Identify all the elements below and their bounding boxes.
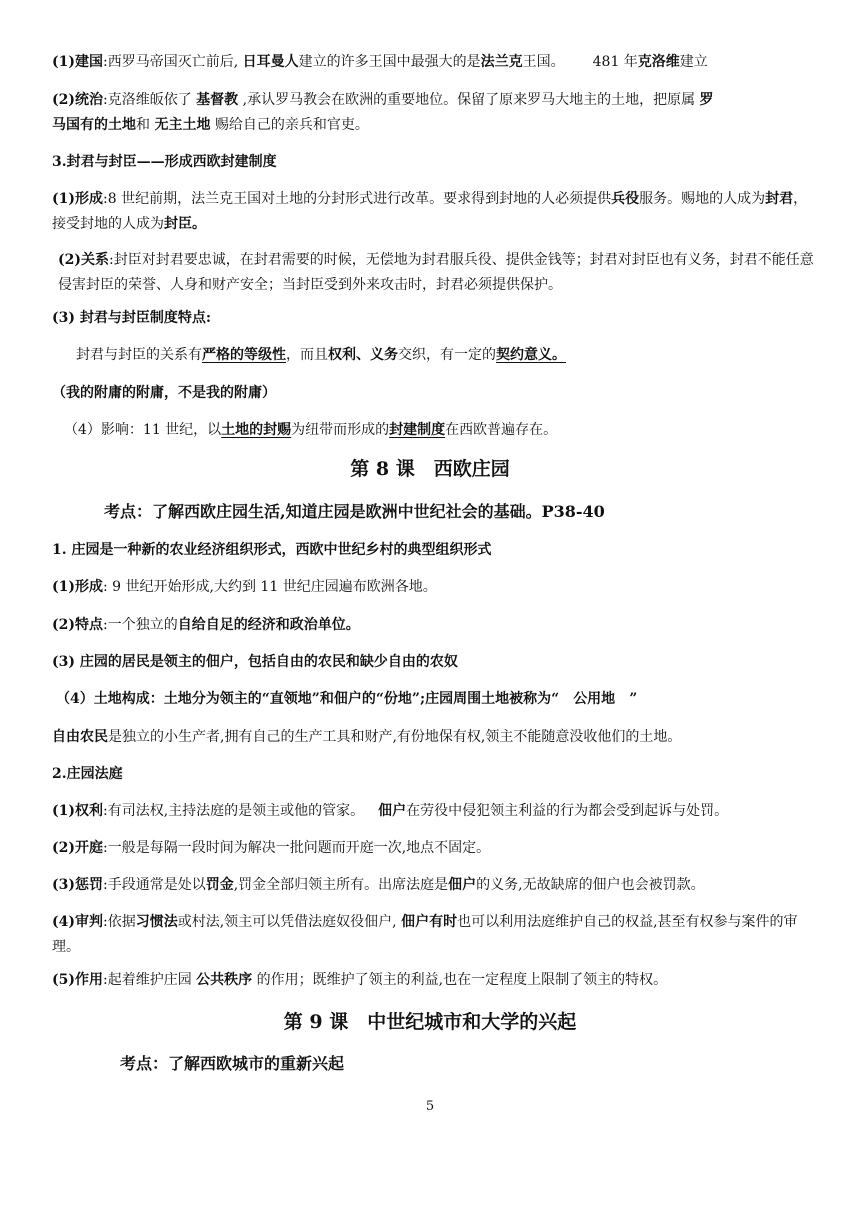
text: : 9 世纪开始形成,大约到 11 世纪庄园遍布欧洲各地。 — [103, 579, 437, 595]
lesson-9-key-point: 考点：了解西欧城市的重新兴起 — [120, 1054, 345, 1073]
lesson-9-title: 第 9 课 中世纪城市和大学的兴起 — [283, 1011, 577, 1033]
text: 自由农民 — [52, 729, 108, 745]
text: 封建制度 — [389, 422, 446, 438]
text: (2)开庭 — [52, 840, 103, 856]
text: :有司法权,主持法庭的是领主或他的管家。 — [103, 803, 365, 819]
line-rule — [52, 88, 812, 138]
text: 交织，有一定的 — [398, 347, 496, 363]
text: 服务。赐地的人成为 — [639, 191, 766, 207]
text: :一个独立的 — [103, 617, 178, 633]
text: (2)关系 — [58, 252, 109, 268]
text: 和 — [136, 117, 155, 133]
manor-land — [56, 687, 816, 712]
text: 佃户有时 — [401, 914, 458, 930]
text: 封君 — [765, 191, 794, 207]
text: 建立的许多王国中最强大的是 — [298, 54, 481, 70]
text: :封臣对封君要忠诚，在封君需要的时候，无偿地为封君服兵役、提供金钱等；封君对封臣也有义务，封君不能任意侵害封臣的荣誉、人身和财产安全；当封臣受到外来攻击时，封君必须提供保护。 — [58, 252, 814, 293]
label-rule: (2)统治 — [52, 92, 103, 108]
text: :8 世纪前期，法兰克王国对土地的分封形式进行改革。要求得到封地的人必须提供 — [103, 191, 612, 207]
text: 在劳役中侵犯领主利益的行为都会受到起诉与处罚。 — [406, 803, 729, 819]
court-role — [52, 968, 812, 993]
text: 赐给自己的亲兵和官吏。 — [210, 117, 369, 133]
text: 土地分为领主的“直领地”和佃户的“份地”;庄园周围土地被称为“ — [163, 691, 560, 707]
text: 是独立的小生产者,拥有自己的生产工具和财产,有份地保有权,领主不能随意没收他们的土地。 — [108, 729, 682, 745]
manor-residents: (3) 庄园的居民是领主的佃户，包括自由的农民和缺少自由的农奴 — [52, 654, 458, 670]
text: 自给自足的经济和政治单位。 — [177, 617, 360, 633]
term-christianity: 基督教 — [196, 92, 239, 108]
text: 马国有的土地 — [52, 117, 136, 133]
text: :起着维护庄园 — [103, 972, 197, 988]
court-trial — [52, 910, 812, 960]
text: 罗 — [699, 92, 714, 108]
text: :依据 — [103, 914, 136, 930]
text: ,罚金全部归领主所有。出席法庭是 — [233, 877, 449, 893]
term-clovis: 克洛维 — [637, 54, 680, 70]
line-features — [76, 343, 836, 368]
text: 王国。 — [522, 54, 565, 70]
text: (1)形成 — [52, 191, 103, 207]
text: 权利、义务 — [328, 347, 398, 363]
manor-formation — [52, 575, 812, 600]
text: 罚金 — [205, 877, 234, 893]
line-features-heading: (3) 封君与封臣制度特点: — [52, 310, 212, 326]
text: 佃户 — [378, 803, 407, 819]
text: :一般是每隔一段时间为解决一批问题而开庭一次,地点不固定。 — [103, 840, 491, 856]
section-heading-3: 3.封君与封臣——形成西欧封建制度 — [52, 154, 277, 170]
manor-heading-1: 1. 庄园是一种新的农业经济组织形式，西欧中世纪乡村的典型组织形式 — [52, 542, 492, 558]
text: :西罗马帝国灭亡前后, — [103, 54, 243, 70]
text: 封臣。 — [164, 216, 206, 232]
text: 土地的封赐 — [221, 422, 292, 438]
text: ，而且 — [286, 347, 328, 363]
text: 为纽带而形成的 — [291, 422, 390, 438]
text: ，接受封地的人成为 — [52, 191, 808, 232]
text: 佃户 — [448, 877, 477, 893]
text: (4)审判 — [52, 914, 103, 930]
text: 在西欧普遍存在。 — [445, 422, 558, 438]
court-punishment — [52, 873, 812, 898]
text: ” — [629, 691, 638, 707]
label-founding: (1)建国 — [52, 54, 103, 70]
free-peasants — [52, 725, 812, 750]
lesson-8-title: 第 8 课 西欧庄园 — [350, 458, 510, 480]
text: :克洛维皈依了 — [103, 92, 197, 108]
term-frank: 法兰克 — [480, 54, 523, 70]
line-vassal-note: （我的附庸的附庸，不是我的附庸） — [52, 385, 276, 401]
text: （4）土地构成： — [56, 691, 164, 707]
text: （4）影响：11 世纪，以 — [64, 422, 222, 438]
manor-feature — [52, 613, 812, 638]
text: 也可以利用法庭维护自己的权益,甚至有权参与案件的审理。 — [52, 914, 798, 955]
line-influence — [64, 418, 824, 443]
text: 公用地 — [573, 691, 616, 707]
lesson-8-key-point: 考点：了解西欧庄园生活,知道庄园是欧洲中世纪社会的基础。P38-40 — [104, 502, 605, 521]
page-number: 5 — [425, 1099, 435, 1114]
text: 严格的等级性 — [202, 347, 286, 363]
text: 习惯法 — [135, 914, 178, 930]
line-founding — [52, 50, 812, 75]
text: 的义务,无故缺席的佃户也会被罚款。 — [476, 877, 705, 893]
text: ,承认罗马教会在欧洲的重要地位。保留了原来罗马大地主的土地，把原属 — [238, 92, 700, 108]
text: (1)形成 — [52, 579, 103, 595]
line-formation — [52, 187, 812, 237]
text: 契约意义。 — [496, 347, 566, 363]
court-session — [52, 836, 812, 861]
text: 481 年 — [592, 54, 638, 70]
text: (2)特点 — [52, 617, 103, 633]
text: (5)作用 — [52, 972, 103, 988]
court-rights — [52, 799, 812, 824]
text: 建立 — [679, 54, 708, 70]
term-germanic: 日耳曼人 — [242, 54, 299, 70]
text: 公共秩序 — [196, 972, 253, 988]
manor-court-heading: 2.庄园法庭 — [52, 766, 123, 782]
text: 或村法,领主可以凭借法庭奴役佃户, — [177, 914, 402, 930]
text: (1)权利 — [52, 803, 103, 819]
text: 封君与封臣的关系有 — [76, 347, 202, 363]
text: 的作用；既维护了领主的利益,也在一定程度上限制了领主的特权。 — [252, 972, 668, 988]
line-relation — [58, 248, 814, 298]
text: 兵役 — [611, 191, 640, 207]
text: (3)惩罚 — [52, 877, 103, 893]
term-ownerless-land: 无主土地 — [154, 117, 211, 133]
text: :手段通常是处以 — [103, 877, 206, 893]
